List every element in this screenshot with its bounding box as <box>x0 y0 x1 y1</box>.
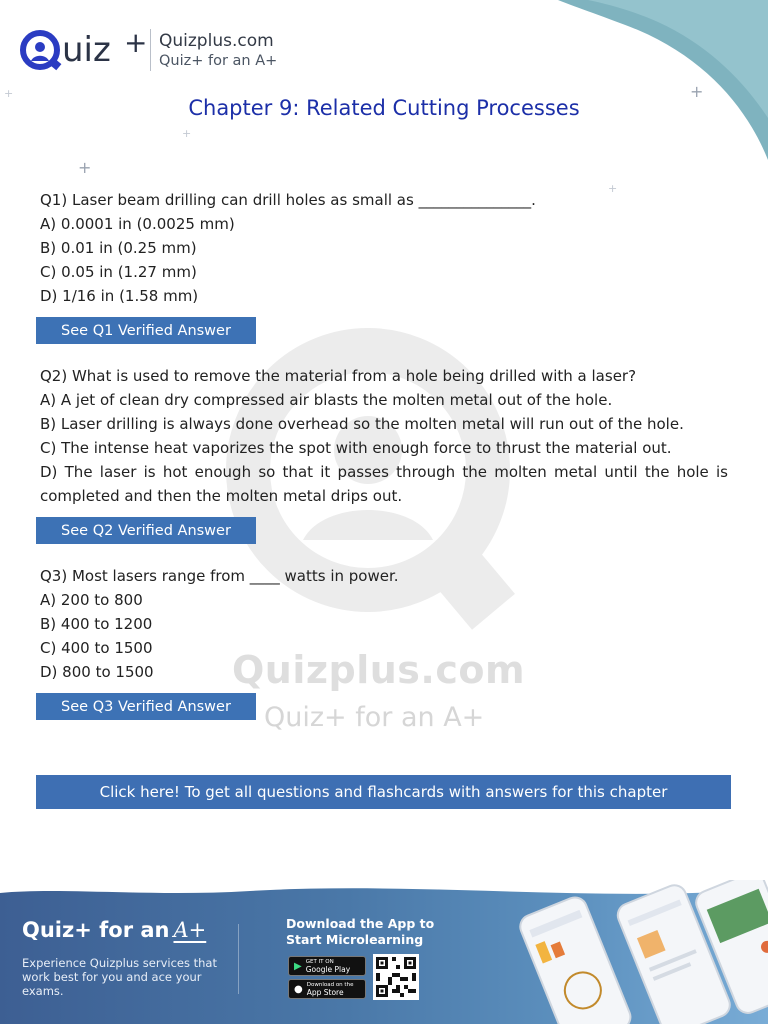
answer-option: D) 800 to 1500 <box>40 663 154 681</box>
answer-option: C) 400 to 1500 <box>40 639 153 657</box>
answer-option: B) Laser drilling is always done overhead so the molten metal will run out of the hole. <box>40 415 684 433</box>
plus-decoration-icon: + <box>4 87 14 100</box>
app-store-button[interactable]: ● Download on the App Store <box>288 979 366 999</box>
see-q3-answer-button[interactable]: See Q3 Verified Answer <box>36 693 256 720</box>
get-all-questions-button[interactable]: Click here! To get all questions and flashcards with answers for this chapter <box>36 775 731 809</box>
plus-decoration-icon: + <box>78 158 92 177</box>
logo-plus: + <box>124 26 148 59</box>
answer-option: A) 0.0001 in (0.0025 mm) <box>40 215 235 233</box>
answer-option: A) A jet of clean dry compressed air blasts the molten metal out of the hole. <box>40 391 613 409</box>
answer-option: C) The intense heat vaporizes the spot with enough force to thrust the material out. <box>40 439 672 457</box>
header-swoosh-decoration <box>558 0 768 160</box>
qr-code-icon[interactable] <box>373 954 419 1000</box>
chapter-title: Chapter 9: Related Cutting Processes <box>188 96 580 120</box>
answer-option: D) The laser is hot enough so that it passes through the molten metal until the hole is completed and then the molten metal drips out. <box>40 463 728 505</box>
logo-wordmark: uiz <box>62 30 111 70</box>
google-play-icon: ▶ <box>294 960 302 972</box>
answer-option: D) 1/16 in (1.58 mm) <box>40 287 199 305</box>
question-text: Q1) Laser beam drilling can drill holes as small as _______________. <box>40 191 536 209</box>
site-tagline: Quiz+ for an A+ <box>159 53 278 69</box>
answer-option: C) 0.05 in (1.27 mm) <box>40 263 197 281</box>
footer-divider <box>238 924 239 994</box>
download-app-text: Download the App to Start Microlearning <box>286 916 435 947</box>
plus-decoration-icon: + <box>608 182 618 195</box>
watermark-site: Quizplus.com <box>232 648 526 692</box>
footer-aplus: A+ <box>173 918 207 942</box>
plus-decoration-icon: + <box>182 127 192 140</box>
answer-option: B) 0.01 in (0.25 mm) <box>40 239 197 257</box>
see-q1-answer-button[interactable]: See Q1 Verified Answer <box>36 317 256 344</box>
question-text: Q3) Most lasers range from ____ watts in power. <box>40 567 399 585</box>
question-block-2 <box>40 364 728 508</box>
footer-title: Quiz+ for an A+ <box>22 918 207 942</box>
quizplus-logo-icon <box>14 24 148 76</box>
see-q2-answer-button[interactable]: See Q2 Verified Answer <box>36 517 256 544</box>
question-block-3 <box>40 564 728 684</box>
footer-description: Experience Quizplus services that work best for you and ace your exams. <box>22 956 217 998</box>
answer-option: A) 200 to 800 <box>40 591 143 609</box>
app-promo-banner <box>0 880 768 1024</box>
watermark-tagline: Quiz+ for an A+ <box>264 702 485 733</box>
plus-decoration-icon: + <box>690 82 704 101</box>
question-block-1 <box>40 188 728 308</box>
google-play-button[interactable]: ▶ GET IT ON Google Play <box>288 956 366 976</box>
logo-divider <box>150 29 151 71</box>
app-phones-illustration <box>500 880 768 1024</box>
quizplus-logo[interactable] <box>14 24 277 76</box>
question-text: Q2) What is used to remove the material from a hole being drilled with a laser? <box>40 367 637 385</box>
answer-option: B) 400 to 1200 <box>40 615 153 633</box>
apple-icon: ● <box>294 983 303 995</box>
site-name: Quizplus.com <box>159 31 274 51</box>
